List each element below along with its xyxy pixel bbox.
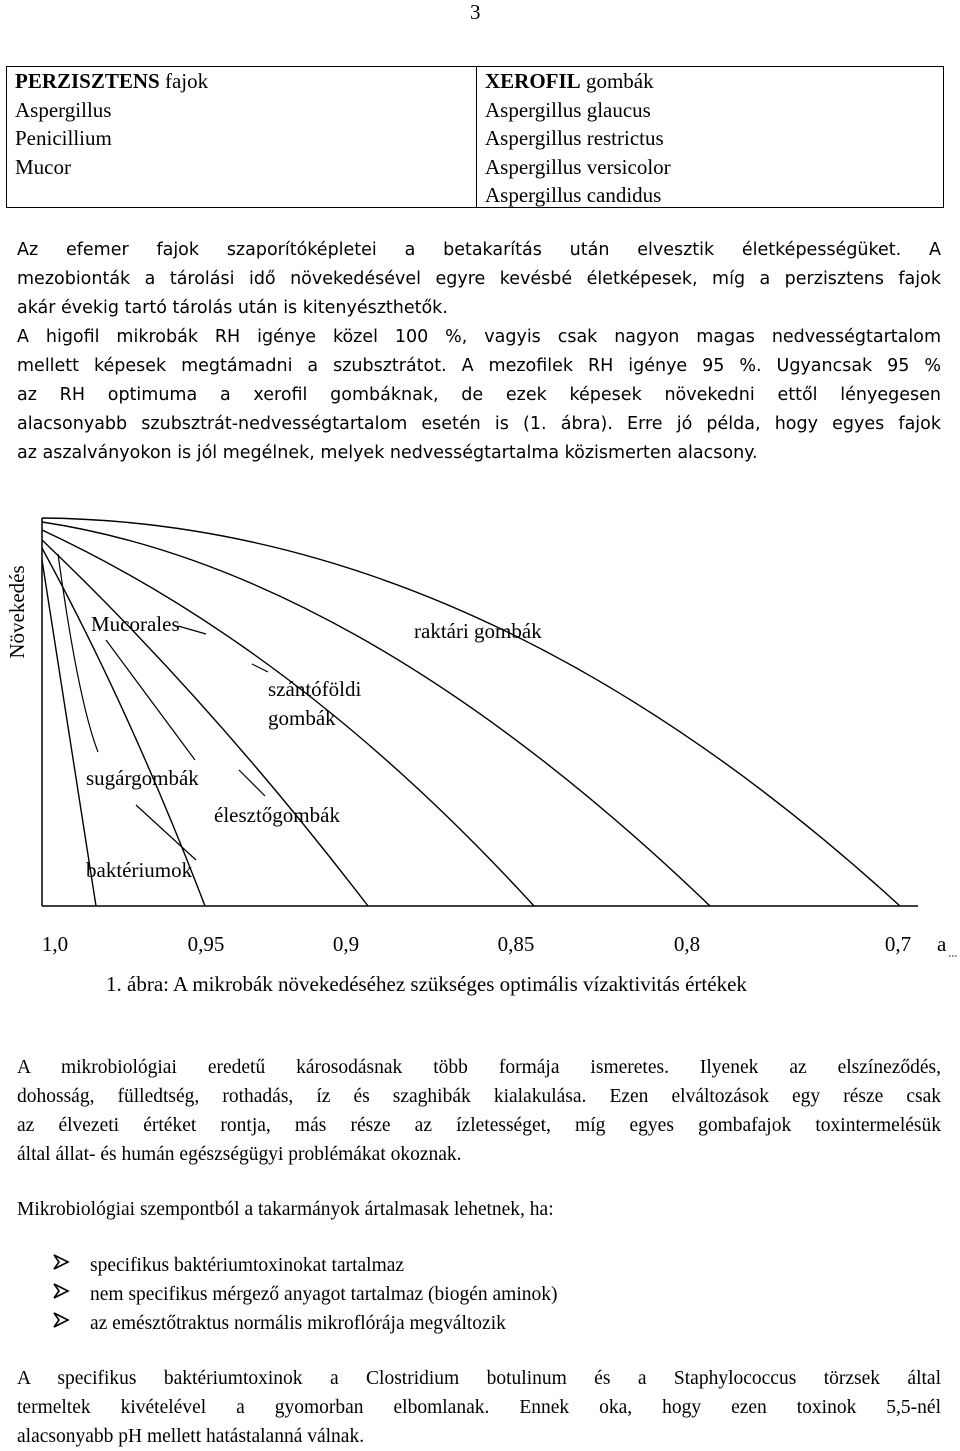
table-border-middle [476, 66, 477, 208]
x-tick-label: 0,7 [884, 932, 912, 956]
list-item [52, 1309, 557, 1338]
persistent-heading-bold: PERZISZTENS [15, 69, 160, 93]
paragraph-line: A mikrobiológiai eredetű károsodásnak több formája ismeretes. Ilyenek az elszíneződés, [17, 1057, 941, 1078]
paragraph-line: akár évekig tartó tárolás után is kitenyészthetők. [17, 298, 448, 318]
harmful-conditions-list [52, 1251, 557, 1338]
pointer-line-szantofoldi [252, 664, 268, 672]
paragraph-line: Az efemer fajok szaporítóképletei a betakarítás után elvesztik életképességüket. A [17, 240, 941, 260]
species-item: Aspergillus versicolor [485, 154, 671, 179]
paragraph-line: az RH optimuma a xerofil gombáknak, de ezek képesek növekedni ettől lényegesen [17, 385, 941, 405]
paragraph-bacterial-toxins [17, 1364, 941, 1451]
paragraph-line: az élvezeti értéket rontja, más része az ízletességet, míg egyes gombafajok toxintermelésük [17, 1115, 941, 1136]
pointer-line-mucorales [106, 640, 195, 760]
label-mucorales: Mucorales [91, 612, 180, 636]
species-item: Aspergillus restrictus [485, 126, 664, 150]
species-item: Mucor [15, 154, 71, 179]
arrow-bullet-icon [52, 1280, 90, 1309]
arrow-bullet-icon [52, 1251, 90, 1280]
paragraph-line: Mikrobiológiai szempontból a takarmányok ártalmasak lehetnek, ha: [17, 1199, 554, 1220]
paragraph-line: A specifikus baktériumtoxinok a Clostridium botulinum és a Staphylococcus törzsek által [17, 1368, 941, 1389]
xerophile-species-column [485, 67, 671, 210]
paragraph-line: alacsonyabb szubsztrát-nedvességtartalom esetén is (1. ábra). Erre jó példa, hogy egyes fajok [17, 414, 941, 434]
persistent-species-column [15, 67, 208, 181]
y-axis-label: Növekedés [5, 565, 29, 659]
list-item-text: az emésztőtraktus normális mikroflórája megváltozik [90, 1313, 506, 1334]
pointer-line-mucorales-tick [178, 626, 206, 634]
paragraph-line: az aszalványokon is jól megélnek, melyek nedvességtartalma közismerten alacsony. [17, 443, 758, 463]
species-item: Penicillium [15, 126, 112, 150]
curve-storage-fungi [42, 518, 900, 906]
list-item [52, 1280, 557, 1309]
paragraph-line: mellett képesek megtámadni a szubsztrátot. A mezofilek RH igénye 95 %. Ugyancsak 95 % [17, 356, 941, 376]
species-item: Aspergillus glaucus [485, 97, 651, 122]
curve-bacteria-leader [58, 554, 98, 752]
x-tick-label: 0,95 [187, 932, 225, 956]
xerophile-species-heading [485, 67, 671, 96]
paragraph-line: mezobionták a tárolási idő növekedésével egyre kevésbé életképesek, míg a perzisztens fajok [17, 269, 941, 289]
table-border-left [6, 66, 7, 208]
x-tick-label: 0,85 [497, 932, 535, 956]
list-item-text: nem specifikus mérgező anyagot tartalmaz (biogén aminok) [90, 1284, 558, 1305]
table-border-bottom [6, 207, 944, 208]
xerophile-heading-rest: gombák [580, 69, 654, 93]
species-item: Aspergillus [15, 97, 112, 122]
curve-actinomycetes [42, 548, 205, 906]
paragraph-line: A higofil mikrobák RH igénye közel 100 %, vagyis csak nagyon magas nedvességtartalom [17, 327, 941, 347]
paragraph-line: termeltek kivételével a gyomorban elbomlanak. Ennek oka, hogy ezen toxinok 5,5-nél [17, 1397, 941, 1418]
x-tick-label: 0,8 [673, 932, 701, 956]
label-gombak: gombák [268, 706, 336, 730]
list-item-text: specifikus baktériumtoxinokat tartalmaz [90, 1255, 405, 1276]
paragraph-water-activity [17, 236, 941, 468]
paragraph-line: alacsonyabb pH mellett hatástalanná válnak. [17, 1426, 365, 1447]
x-tick-label: 1,0 [41, 932, 69, 956]
persistent-species-heading [15, 67, 208, 96]
label-bakteriumok: baktériumok [86, 858, 193, 882]
label-raktari-gombak: raktári gombák [414, 619, 542, 643]
persistent-heading-rest: fajok [159, 69, 209, 93]
page-number: 3 [470, 0, 481, 24]
species-table [6, 66, 944, 208]
figure-caption: 1. ábra: A mikrobák növekedéséhez szükséges optimális vízaktivitás értékek [106, 972, 747, 996]
curve-field-fungi [42, 522, 710, 906]
paragraph-line: által állat- és humán egészségügyi problémákat okoznak. [17, 1144, 462, 1165]
paragraph-harmful-conditions [17, 1195, 941, 1224]
x-axis-label: a [937, 932, 947, 956]
paragraph-line: dohosság, fülledtség, rothadás, íz és szaghibák kialakulása. Ezen elváltozások egy része csak [17, 1086, 941, 1107]
list-item [52, 1251, 557, 1280]
x-tick-label: 0,9 [332, 932, 360, 956]
label-szantofoldi: szántóföldi [268, 677, 362, 701]
label-sugargombak: sugárgombák [86, 766, 199, 790]
water-activity-chart [0, 500, 960, 1000]
pointer-line-sugargombak [136, 805, 196, 860]
species-item: Aspergillus candidus [485, 183, 662, 207]
xerophile-heading-bold: XEROFIL [485, 69, 581, 93]
arrow-bullet-icon [52, 1309, 90, 1338]
curve-bacteria [42, 560, 96, 906]
table-border-right [943, 66, 944, 208]
paragraph-damage-forms [17, 1053, 941, 1169]
label-elesztogombak: élesztőgombák [214, 803, 340, 827]
